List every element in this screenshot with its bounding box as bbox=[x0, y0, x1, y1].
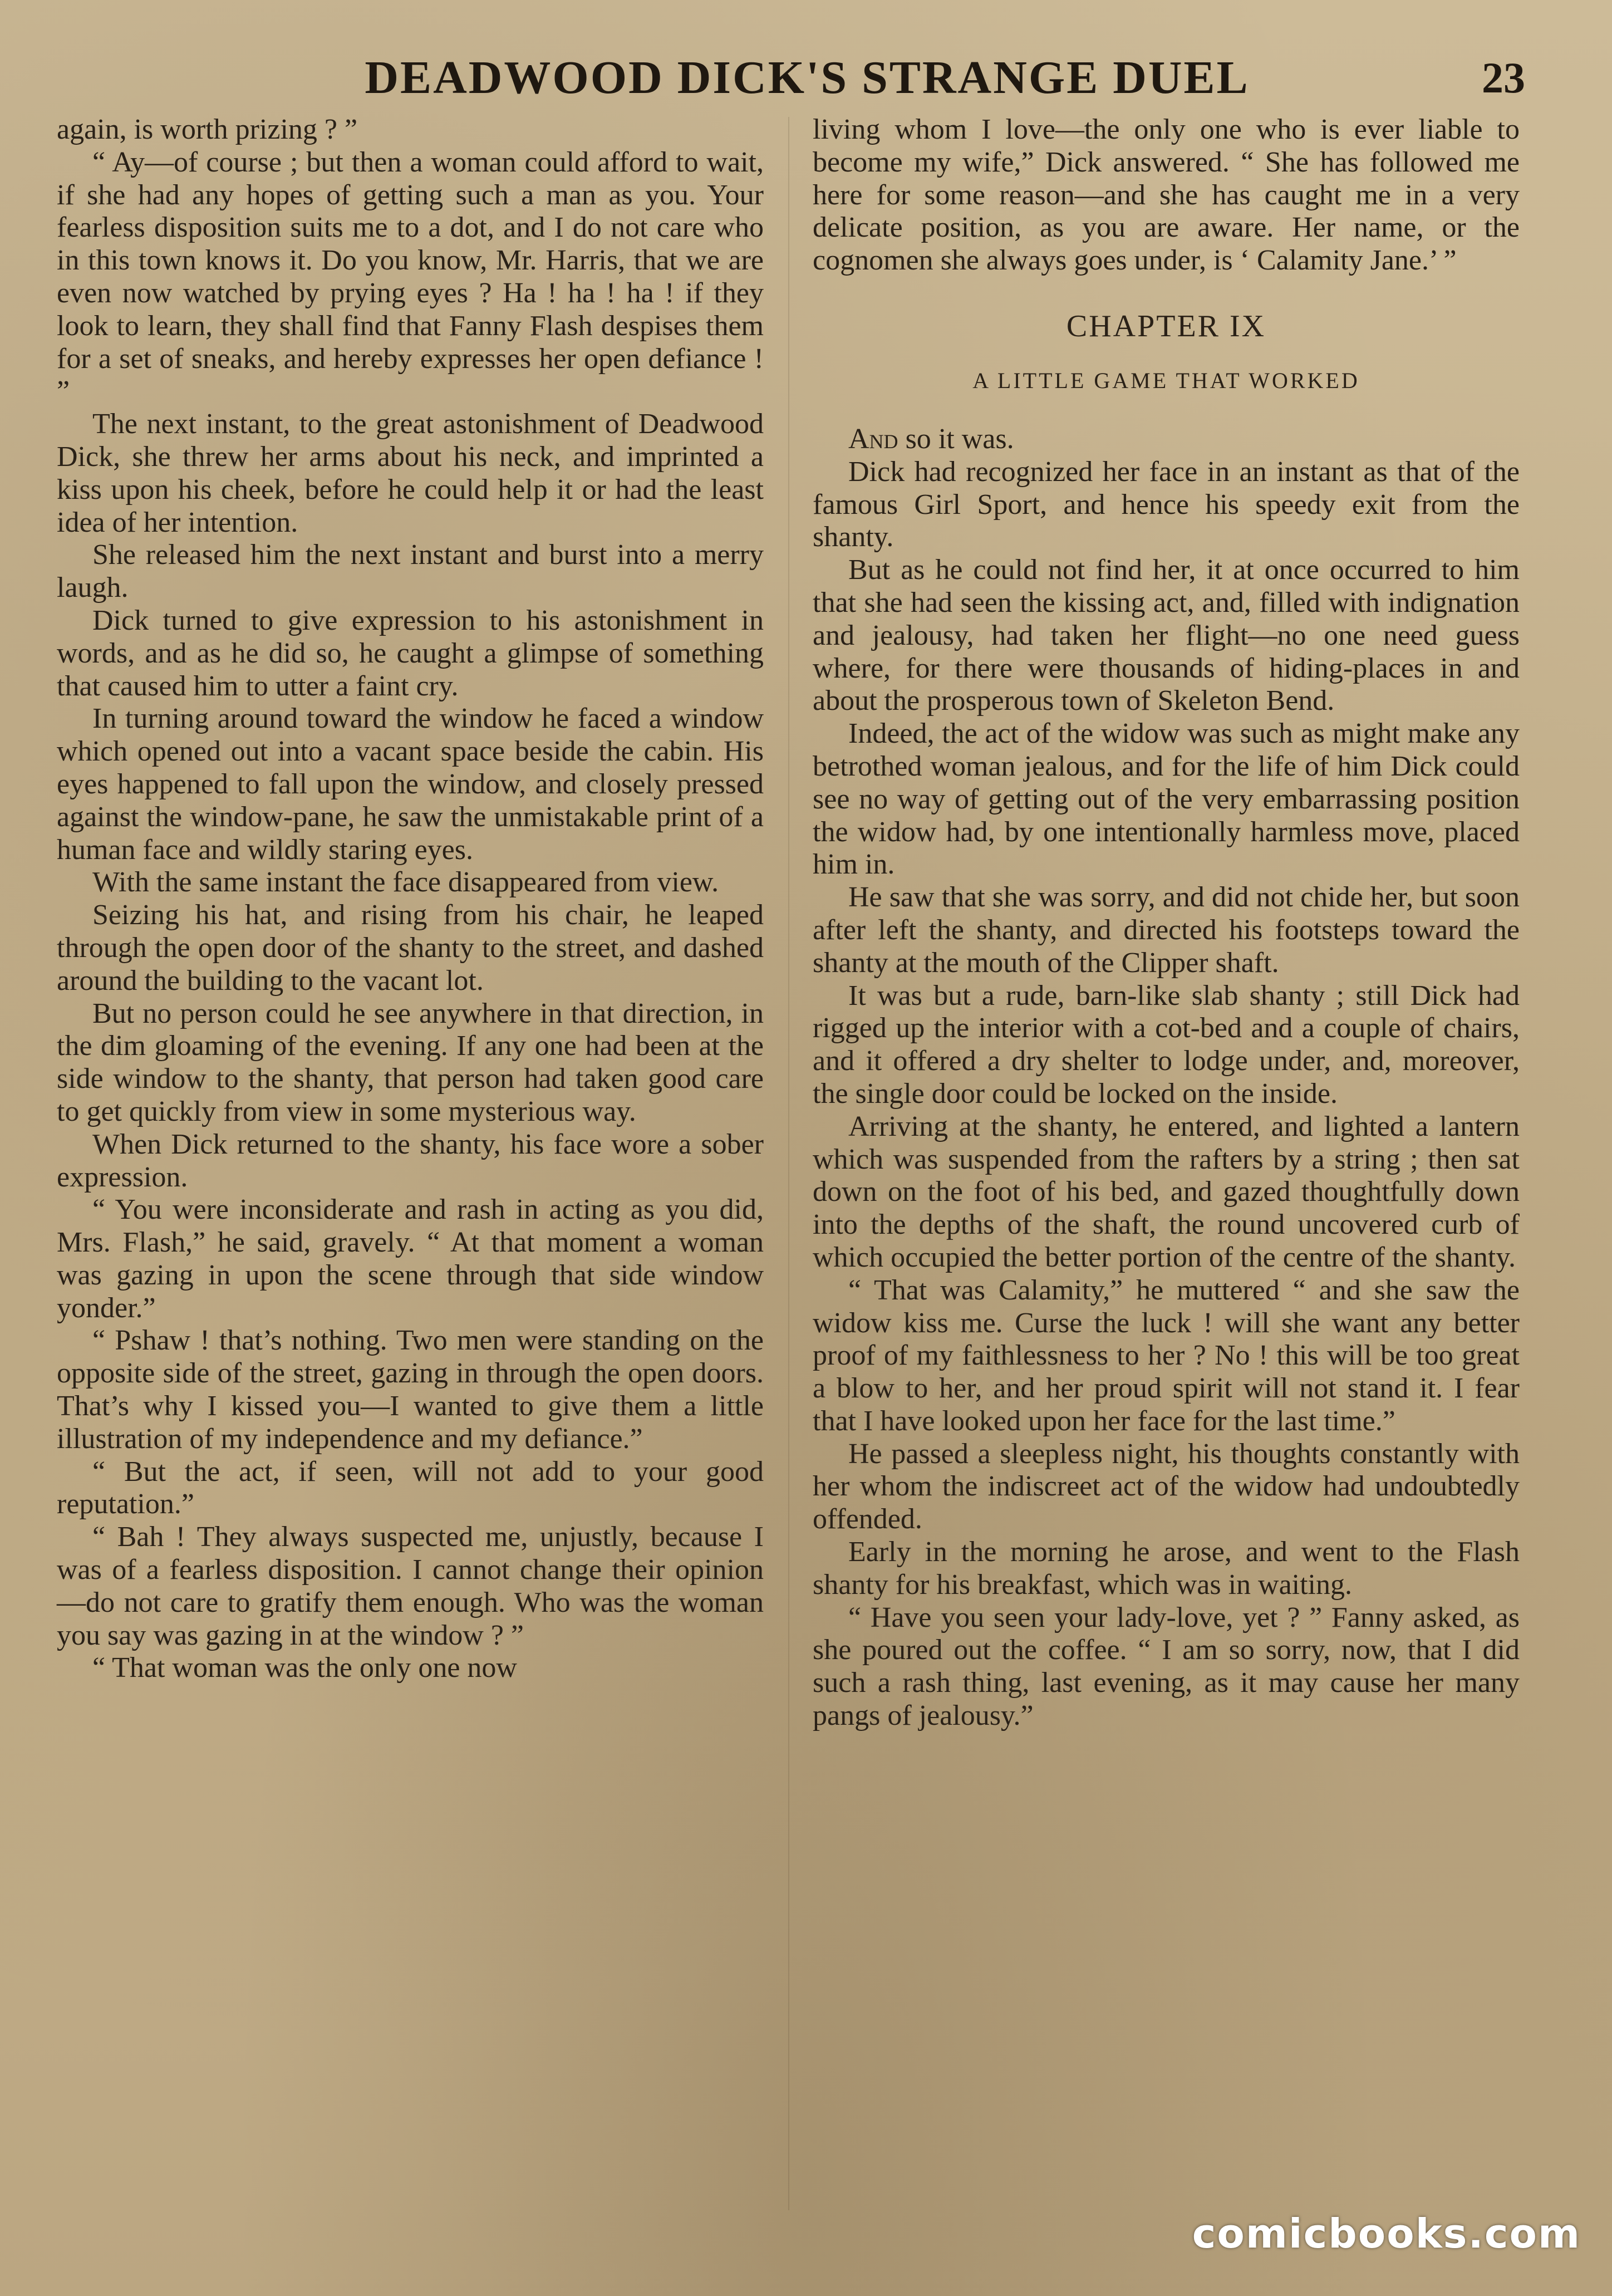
chapter-heading: CHAPTER IX bbox=[1066, 308, 1266, 344]
opening-text: so it was. bbox=[898, 423, 1014, 455]
paragraph: The next instant, to the great astonishment of Deadwood Dick, she threw her arms about his neck, and imprinted a kiss upon his cheek, before he could help it or had the least idea of her intention. bbox=[57, 408, 764, 538]
paragraph: He saw that she was sorry, and did not chide her, but soon after left the shanty, and directed his footsteps toward the shanty at the mouth of the Clipper shaft. bbox=[813, 881, 1520, 979]
paragraph: It was but a rude, barn-like slab shanty ; still Dick had rigged up the interior with a cot-bed and a couple of chairs, and it offered a dry shelter to lodge under, and, moreover, the single door could be locked on the inside. bbox=[813, 979, 1520, 1110]
paragraph: “ Have you seen your lady-love, yet ? ” Fanny asked, as she poured out the coffee. “ I am so sorry, now, that I did such a rash thing, last evening, as it may cause her many pangs of jealousy.” bbox=[813, 1601, 1520, 1732]
paragraph: “ That was Calamity,” he muttered “ and she saw the widow kiss me. Curse the luck ! will she want any better proof of my faithlessness to her ? No ! this will be too great a blow to her, and her proud spirit will not stand it. I fear that I have looked upon her face for the last time.” bbox=[813, 1274, 1520, 1437]
paragraph: Dick turned to give expression to his astonishment in words, and as he did so, he caught a glimpse of something that caused him to utter a faint cry. bbox=[57, 604, 764, 702]
paragraph: But no person could he see anywhere in that direction, in the dim gloaming of the evening. If any one had been at the side window to the shanty, that person had taken good care to get quickly from view in some mysterious way. bbox=[57, 997, 764, 1127]
paragraph: “ But the act, if seen, will not add to your good reputation.” bbox=[57, 1455, 764, 1520]
paragraph: With the same instant the face disappeared from view. bbox=[92, 866, 719, 899]
paragraph: He passed a sleepless night, his thoughts constantly with her whom the indiscreet act of the widow had undoubtedly offended. bbox=[813, 1438, 1520, 1535]
paragraph: “ Bah ! They always suspected me, unjustly, because I was of a fearless disposition. I cannot change their opinion—do not care to gratify them enough. Who was the woman you say was gazing in at the window ? ” bbox=[57, 1521, 764, 1651]
left-column bbox=[57, 114, 764, 1685]
chapter-subtitle: A LITTLE GAME THAT WORKED bbox=[972, 367, 1360, 393]
site-watermark: comicbooks.com bbox=[1192, 2210, 1581, 2257]
paragraph: But as he could not find her, it at once occurred to him that she had seen the kissing act, and, filled with indignation and jealousy, had taken her flight—no one need guess where, for there were thousands of hiding-places in and about the prosperous town of Skeleton Bend. bbox=[813, 554, 1520, 717]
paragraph: “ You were inconsiderate and rash in acting as you did, Mrs. Flash,” he said, gravely. “ At that moment a woman was gazing in upon the scene through that side window yonder.” bbox=[57, 1194, 764, 1324]
paragraph: Dick had recognized her face in an instant as that of the famous Girl Sport, and hence his speedy exit from the shanty. bbox=[813, 455, 1520, 553]
paragraph: When Dick returned to the shanty, his face wore a sober expression. bbox=[57, 1128, 764, 1193]
page-number: 23 bbox=[1482, 53, 1525, 102]
paragraph: “ That woman was the only one now bbox=[92, 1652, 517, 1684]
chapter-opening-paragraph bbox=[813, 423, 1520, 456]
paragraph: “ Ay—of course ; but then a woman could afford to wait, if she had any hopes of getting such a man as you. Your fearless disposition suits me to a dot, and I do not care who in this town knows it. Do you know, Mr. Harris, that we are even now watched by prying eyes ? Ha ! ha ! ha ! if they look to learn, they shall find that Fanny Flash despises them for a set of sneaks, and hereby expresses her open defiance ! ” bbox=[57, 146, 764, 408]
paragraph: Arriving at the shanty, he entered, and lighted a lantern which was suspended from the rafters by a string ; then sat down on the foot of his bed, and gazed thoughtfully down into the depths of the shaft, the round uncovered curb of which occupied the better portion of the centre of the shanty. bbox=[813, 1110, 1520, 1273]
page-header bbox=[0, 45, 1612, 111]
right-column bbox=[813, 114, 1520, 1733]
opening-word: And bbox=[848, 423, 898, 455]
paragraph: Seizing his hat, and rising from his chair, he leaped through the open door of the shanty to the street, and dashed around the building to the vacant lot. bbox=[57, 899, 764, 997]
paragraph: Early in the morning he arose, and went to the Flash shanty for his breakfast, which was in waiting. bbox=[813, 1536, 1520, 1601]
paragraph: She released him the next instant and burst into a merry laugh. bbox=[57, 539, 764, 604]
paragraph: living whom I love—the only one who is ever liable to become my wife,” Dick answered. “ She has followed me here for some reason—and she has caught me in a very delicate position, as you are aware. Her name, or the cognomen she always goes under, is ‘ Calamity Jane.’ ” bbox=[813, 114, 1520, 277]
column-gutter bbox=[788, 117, 789, 2210]
paragraph: Indeed, the act of the widow was such as might make any betrothed woman jealous, and for the life of him Dick could see no way of getting out of the very embarrassing position the widow had, by one intentionally harmless move, placed him in. bbox=[813, 718, 1520, 881]
paragraph: again, is worth prizing ? ” bbox=[57, 114, 358, 145]
running-title: DEADWOOD DICK'S STRANGE DUEL bbox=[365, 52, 1250, 104]
paragraph: “ Pshaw ! that’s nothing. Two men were standing on the opposite side of the street, gazing in through the open doors. That’s why I kissed you—I wanted to give them a little illustration of my independence and my defiance.” bbox=[57, 1324, 764, 1455]
paragraph: In turning around toward the window he faced a window which opened out into a vacant space beside the cabin. His eyes happened to fall upon the window, and closely pressed against the window-pane, he saw the unmistakable print of a human face and wildly staring eyes. bbox=[57, 703, 764, 866]
